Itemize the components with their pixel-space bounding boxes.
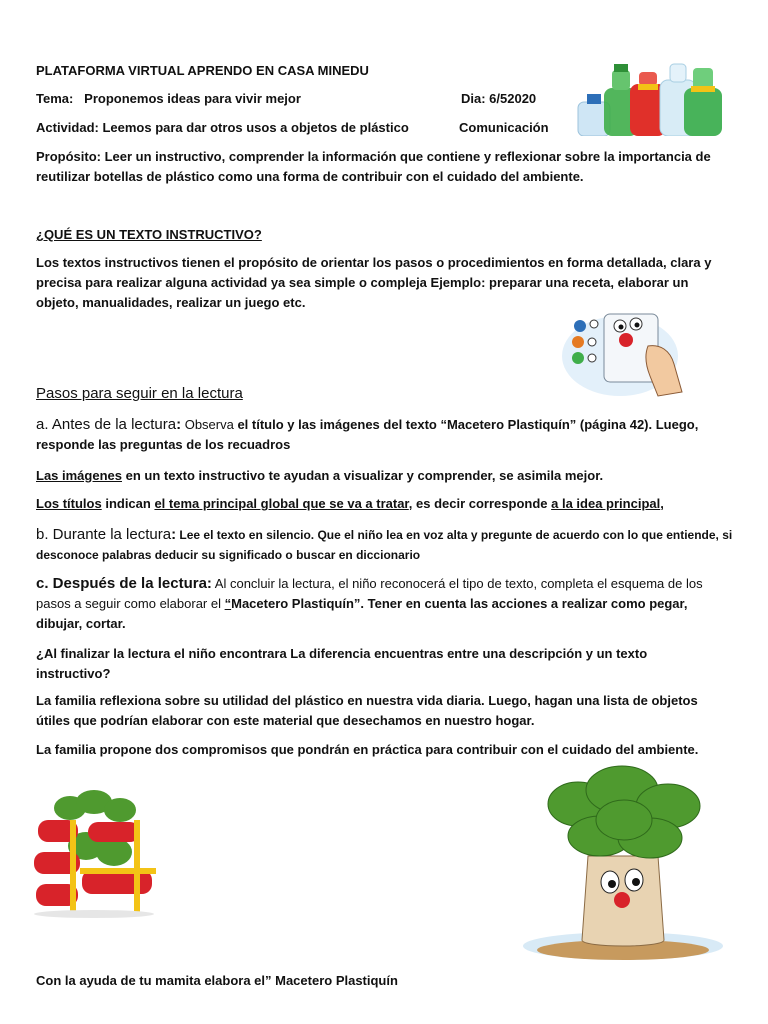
step-c-title: c. Después de la lectura: (36, 575, 212, 592)
images-underlined: Las imágenes (36, 468, 122, 483)
tema-line (36, 89, 301, 109)
hand-bottle-craft-image (560, 306, 690, 398)
images-rest: en un texto instructivo te ayudan a visualizar y comprender, se asimila mejor. (122, 468, 604, 483)
question-2: La familia reflexiona sobre su utilidad del plástico en nuestra vida diaria. Luego, hagan una lista de objetos útiles que podrían elaborar con este material que desechamos en nuestro hogar. (36, 693, 698, 728)
step-a-title: a. Antes de la lectura (36, 416, 177, 433)
titles-underlined-3: a la idea principal (551, 496, 661, 511)
step-a-paragraph (36, 415, 736, 455)
proposito-paragraph: Propósito: Leer un instructivo, comprender la información que contiene y reflexionar sobre la importancia de reutilizar botellas de plástico como una forma de contribuir con el cuidado del ambiente. (36, 149, 711, 184)
titles-end: , (660, 496, 664, 511)
dia-date: Dia: 6/52020 (461, 91, 537, 106)
step-c-body-1: Al concluir la lectura, el niño reconocerá el tipo de texto, completa el esquema de los pasos a seguir como elaborar el (36, 576, 703, 611)
titles-mid-2: , es decir corresponde (408, 496, 552, 511)
step-b-paragraph (36, 525, 736, 565)
question-3: La familia propone dos compromisos que pondrán en práctica para contribuir con el cuidado del ambiente. (36, 742, 699, 757)
titles-underlined: Los títulos (36, 496, 102, 511)
step-c-quote: “ (224, 596, 232, 611)
step-c-body-2: Macetero Plastiquín”. Tener en cuenta las acciones a realizar como pegar, dibujar, cortar. (36, 596, 688, 631)
step-a-body: el título y las imágenes del texto “Macetero Plastiquín” (página 42). Luego, responde las preguntas de los recuadros (36, 417, 699, 452)
tema-label: Tema: (36, 91, 74, 106)
step-b-colon: : (171, 526, 177, 543)
images-line (36, 466, 603, 486)
step-b-title: b. Durante la lectura (36, 526, 172, 543)
steps-title: Pasos para seguir en la lectura (36, 385, 243, 402)
area-label: Comunicación (459, 120, 549, 135)
titles-line (36, 494, 664, 514)
titles-underlined-2: el tema principal global que se va a tratar (154, 496, 409, 511)
section-title-what: ¿QUÉ ES UN TEXTO INSTRUCTIVO? (36, 227, 262, 242)
red-bottle-planter-image (30, 790, 158, 920)
actividad-line: Actividad: Leemos para dar otros usos a objetos de plástico (36, 120, 409, 135)
section-what-body: Los textos instructivos tienen el propósito de orientar los pasos o procedimientos en forma detallada, clara y precisa para realizar alguna actividad ya sea simple o compleja Ejemplo: preparar una receta, elaborar un objeto, manualidades, realizar un juego etc. (36, 255, 712, 310)
step-b-body: Lee el texto en silencio. Que el niño lea en voz alta y pregunte de acuerdo con lo que entiende, si desconoce palabras deducir su significado o buscar en diccionario (36, 528, 733, 562)
footer-instruction: Con la ayuda de tu mamita elabora el” Macetero Plastiquín (36, 973, 398, 988)
tema-value: Proponemos ideas para vivir mejor (84, 91, 301, 106)
titles-mid: indican (101, 496, 155, 511)
step-c-paragraph (36, 574, 736, 634)
question-1: ¿Al finalizar la lectura el niño encontrara La diferencia encuentras entre una descripción y un texto instructivo? (36, 646, 648, 681)
plastic-bottles-image (574, 58, 724, 136)
step-a-observe: Observa (181, 417, 234, 432)
platform-title: PLATAFORMA VIRTUAL APRENDO EN CASA MINEDU (36, 63, 369, 78)
plastiquin-planter-image (518, 764, 728, 960)
step-a-colon: : (176, 416, 182, 433)
